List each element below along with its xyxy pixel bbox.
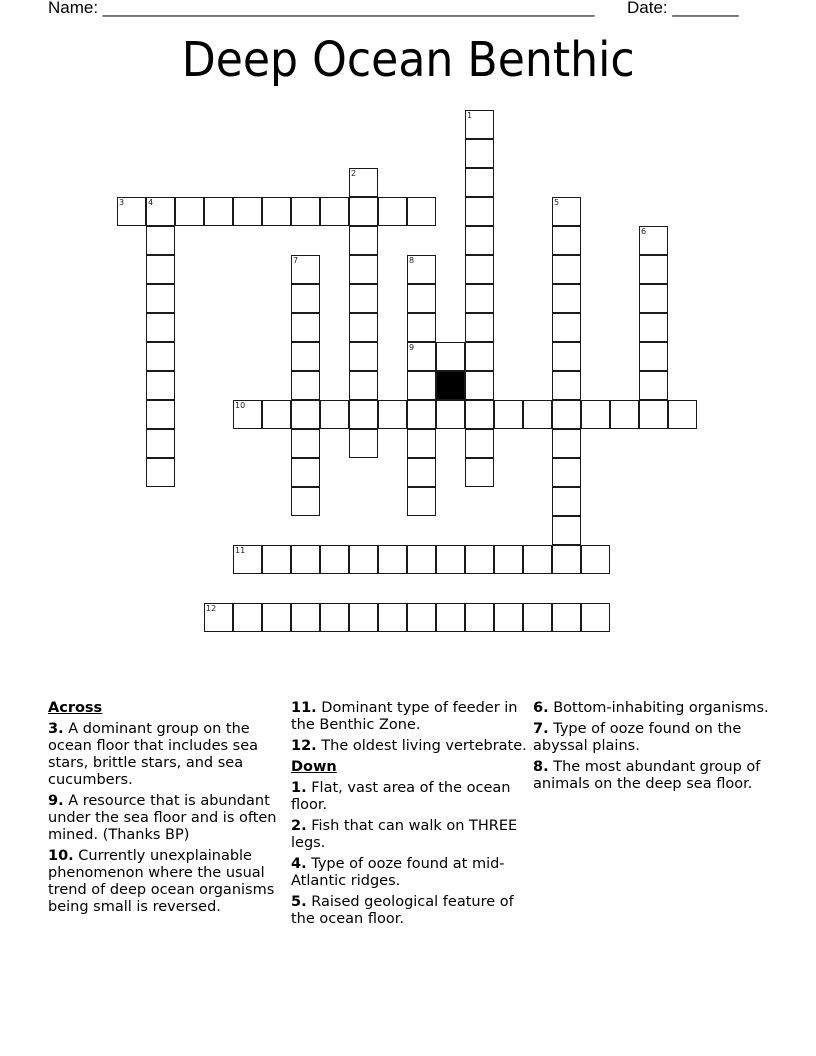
- cell-number: 9: [409, 343, 415, 352]
- cell-number: 6: [641, 227, 647, 236]
- grid-cell[interactable]: [407, 603, 436, 632]
- grid-cell[interactable]: [407, 400, 436, 429]
- grid-cell[interactable]: [407, 342, 436, 371]
- clue-number: 6.: [533, 700, 549, 716]
- grid-cell[interactable]: [436, 400, 465, 429]
- clue-number: 11.: [291, 700, 317, 716]
- grid-cell[interactable]: [407, 255, 436, 284]
- cell-number: 3: [119, 198, 125, 207]
- grid-cell[interactable]: [494, 545, 523, 574]
- grid-cell[interactable]: [146, 313, 175, 342]
- clue-down-6: [533, 700, 783, 717]
- grid-cell[interactable]: [610, 400, 639, 429]
- grid-cell[interactable]: [552, 342, 581, 371]
- grid-cell[interactable]: [407, 429, 436, 458]
- grid-cell[interactable]: [291, 603, 320, 632]
- cell-number: 8: [409, 256, 415, 265]
- grid-cell[interactable]: [146, 400, 175, 429]
- grid-cell[interactable]: [262, 400, 291, 429]
- clue-text: The oldest living vertebrate.: [321, 738, 527, 754]
- grid-cell[interactable]: [378, 603, 407, 632]
- clues-column-1: [48, 700, 286, 920]
- clue-down-8: [533, 759, 783, 793]
- grid-cell[interactable]: [407, 284, 436, 313]
- clues-column-2: [291, 700, 529, 932]
- grid-cell[interactable]: [465, 429, 494, 458]
- clue-text: Currently unexplainable phenomenon where the usual trend of deep ocean organisms being small is reversed.: [48, 848, 275, 915]
- grid-cell[interactable]: [320, 603, 349, 632]
- clue-number: 10.: [48, 848, 74, 864]
- clue-number: 5.: [291, 894, 307, 910]
- clue-across-9: [48, 793, 286, 844]
- grid-cell[interactable]: [407, 545, 436, 574]
- grid-cell[interactable]: [581, 400, 610, 429]
- grid-cell[interactable]: [349, 226, 378, 255]
- clue-number: 12.: [291, 738, 317, 754]
- grid-cell[interactable]: [552, 458, 581, 487]
- grid-cell[interactable]: [639, 342, 668, 371]
- clue-down-2: [291, 818, 529, 852]
- grid-cell[interactable]: [146, 458, 175, 487]
- clue-down-7: [533, 721, 783, 755]
- grid-cell[interactable]: [552, 603, 581, 632]
- grid-cell[interactable]: [552, 255, 581, 284]
- grid-cell[interactable]: [465, 197, 494, 226]
- clue-text: Bottom-inhabiting organisms.: [553, 700, 769, 716]
- grid-cell[interactable]: [465, 255, 494, 284]
- clue-number: 9.: [48, 793, 64, 809]
- grid-cell[interactable]: [378, 400, 407, 429]
- clue-text: Type of ooze found on the abyssal plains.: [533, 721, 742, 754]
- grid-cell[interactable]: [204, 197, 233, 226]
- grid-cell[interactable]: [291, 313, 320, 342]
- grid-cell[interactable]: [233, 400, 262, 429]
- grid-cell[interactable]: [349, 342, 378, 371]
- grid-cell[interactable]: [465, 110, 494, 139]
- grid-cell[interactable]: [552, 226, 581, 255]
- clue-text: Dominant type of feeder in the Benthic Zone.: [291, 700, 518, 733]
- grid-cell[interactable]: [349, 545, 378, 574]
- grid-cell[interactable]: [291, 400, 320, 429]
- cell-number: 5: [554, 198, 560, 207]
- grid-cell[interactable]: [262, 603, 291, 632]
- grid-cell[interactable]: [465, 139, 494, 168]
- grid-cell[interactable]: [639, 400, 668, 429]
- grid-cell[interactable]: [146, 371, 175, 400]
- grid-cell[interactable]: [349, 429, 378, 458]
- grid-cell[interactable]: [639, 371, 668, 400]
- grid-cell[interactable]: [146, 197, 175, 226]
- grid-cell[interactable]: [465, 226, 494, 255]
- grid-cell[interactable]: [349, 603, 378, 632]
- grid-cell[interactable]: [465, 313, 494, 342]
- clue-text: The most abundant group of animals on the deep sea floor.: [533, 759, 761, 792]
- grid-cell[interactable]: [291, 487, 320, 516]
- grid-cell[interactable]: [436, 603, 465, 632]
- grid-cell[interactable]: [523, 545, 552, 574]
- grid-cell[interactable]: [523, 603, 552, 632]
- grid-cell[interactable]: [639, 255, 668, 284]
- grid-cell[interactable]: [552, 429, 581, 458]
- grid-cell[interactable]: [262, 545, 291, 574]
- grid-cell[interactable]: [552, 313, 581, 342]
- cell-number: 11: [235, 546, 246, 555]
- grid-cell[interactable]: [407, 371, 436, 400]
- grid-cell[interactable]: [552, 400, 581, 429]
- clues-column-3: [533, 700, 783, 797]
- clue-text: Type of ooze found at mid-Atlantic ridges.: [291, 856, 505, 889]
- clue-number: 3.: [48, 721, 64, 737]
- grid-cell[interactable]: [465, 168, 494, 197]
- grid-cell[interactable]: [465, 400, 494, 429]
- grid-cell[interactable]: [407, 197, 436, 226]
- grid-cell[interactable]: [552, 545, 581, 574]
- clue-text: Fish that can walk on THREE legs.: [291, 818, 518, 851]
- grid-cell[interactable]: [465, 342, 494, 371]
- grid-cell[interactable]: [552, 197, 581, 226]
- grid-cell[interactable]: [291, 197, 320, 226]
- grid-cell[interactable]: [465, 545, 494, 574]
- grid-cell[interactable]: [146, 342, 175, 371]
- grid-cell[interactable]: [407, 487, 436, 516]
- clue-number: 8.: [533, 759, 549, 775]
- grid-cell[interactable]: [233, 603, 262, 632]
- grid-cell[interactable]: [436, 545, 465, 574]
- grid-cell[interactable]: [262, 197, 291, 226]
- grid-cell[interactable]: [523, 400, 552, 429]
- grid-cell[interactable]: [233, 545, 262, 574]
- grid-cell[interactable]: [349, 371, 378, 400]
- clue-across-10: [48, 848, 286, 916]
- grid-cell[interactable]: [639, 226, 668, 255]
- grid-cell[interactable]: [291, 255, 320, 284]
- clue-text: Flat, vast area of the ocean floor.: [291, 780, 511, 813]
- grid-cell[interactable]: [349, 197, 378, 226]
- grid-cell[interactable]: [494, 400, 523, 429]
- grid-cell[interactable]: [291, 371, 320, 400]
- grid-cell[interactable]: [349, 255, 378, 284]
- grid-cell[interactable]: [552, 487, 581, 516]
- clue-text: Raised geological feature of the ocean floor.: [291, 894, 514, 927]
- cell-number: 12: [206, 604, 217, 613]
- grid-cell[interactable]: [465, 371, 494, 400]
- grid-cell[interactable]: [291, 458, 320, 487]
- grid-cell[interactable]: [291, 545, 320, 574]
- page-title-text: Deep Ocean Benthic: [181, 32, 635, 88]
- grid-cell[interactable]: [639, 284, 668, 313]
- clue-down-4: [291, 856, 529, 890]
- grid-cell[interactable]: [291, 342, 320, 371]
- clue-across-11: [291, 700, 529, 734]
- grid-cell[interactable]: [320, 197, 349, 226]
- clue-text: A dominant group on the ocean floor that includes sea stars, brittle stars, and sea cucumbers.: [48, 721, 259, 788]
- grid-cell[interactable]: [552, 516, 581, 545]
- clue-across-3: [48, 721, 286, 789]
- grid-cell[interactable]: [233, 197, 262, 226]
- grid-cell[interactable]: [465, 458, 494, 487]
- cell-number: 1: [467, 111, 473, 120]
- clue-number: 2.: [291, 818, 307, 834]
- grid-cell[interactable]: [552, 284, 581, 313]
- grid-cell[interactable]: [349, 284, 378, 313]
- down-heading: Down: [291, 759, 337, 775]
- grid-cell[interactable]: [146, 284, 175, 313]
- grid-cell[interactable]: [581, 545, 610, 574]
- cell-number: 2: [351, 169, 357, 178]
- date-field-label: Date: _______: [627, 0, 739, 17]
- grid-cell[interactable]: [146, 429, 175, 458]
- clue-across-12: [291, 738, 529, 755]
- clue-number: 1.: [291, 780, 307, 796]
- grid-cell[interactable]: [581, 603, 610, 632]
- cell-number: 4: [148, 198, 154, 207]
- grid-cell[interactable]: [291, 429, 320, 458]
- clue-down-5: [291, 894, 529, 928]
- grid-cell[interactable]: [668, 400, 697, 429]
- black-cell: [436, 371, 465, 400]
- grid-cell[interactable]: [465, 603, 494, 632]
- cell-number: 10: [235, 401, 246, 410]
- clue-text: A resource that is abundant under the sea floor and is often mined. (Thanks BP): [48, 793, 277, 843]
- grid-cell[interactable]: [465, 284, 494, 313]
- clue-number: 7.: [533, 721, 549, 737]
- grid-cell[interactable]: [175, 197, 204, 226]
- grid-cell[interactable]: [291, 284, 320, 313]
- grid-cell[interactable]: [552, 371, 581, 400]
- grid-cell[interactable]: [320, 545, 349, 574]
- clue-down-1: [291, 780, 529, 814]
- grid-cell[interactable]: [117, 197, 146, 226]
- grid-cell[interactable]: [639, 313, 668, 342]
- grid-cell[interactable]: [204, 603, 233, 632]
- grid-cell[interactable]: [494, 603, 523, 632]
- grid-cell[interactable]: [349, 168, 378, 197]
- grid-cell[interactable]: [407, 313, 436, 342]
- grid-cell[interactable]: [407, 458, 436, 487]
- grid-cell[interactable]: [378, 545, 407, 574]
- grid-cell[interactable]: [146, 255, 175, 284]
- grid-cell[interactable]: [320, 400, 349, 429]
- grid-cell[interactable]: [349, 313, 378, 342]
- grid-cell[interactable]: [436, 342, 465, 371]
- grid-cell[interactable]: [349, 400, 378, 429]
- grid-cell[interactable]: [146, 226, 175, 255]
- clue-number: 4.: [291, 856, 307, 872]
- grid-cell[interactable]: [378, 197, 407, 226]
- cell-number: 7: [293, 256, 299, 265]
- across-heading: Across: [48, 700, 103, 716]
- name-field-label: Name: ____________________________________________________: [48, 0, 595, 17]
